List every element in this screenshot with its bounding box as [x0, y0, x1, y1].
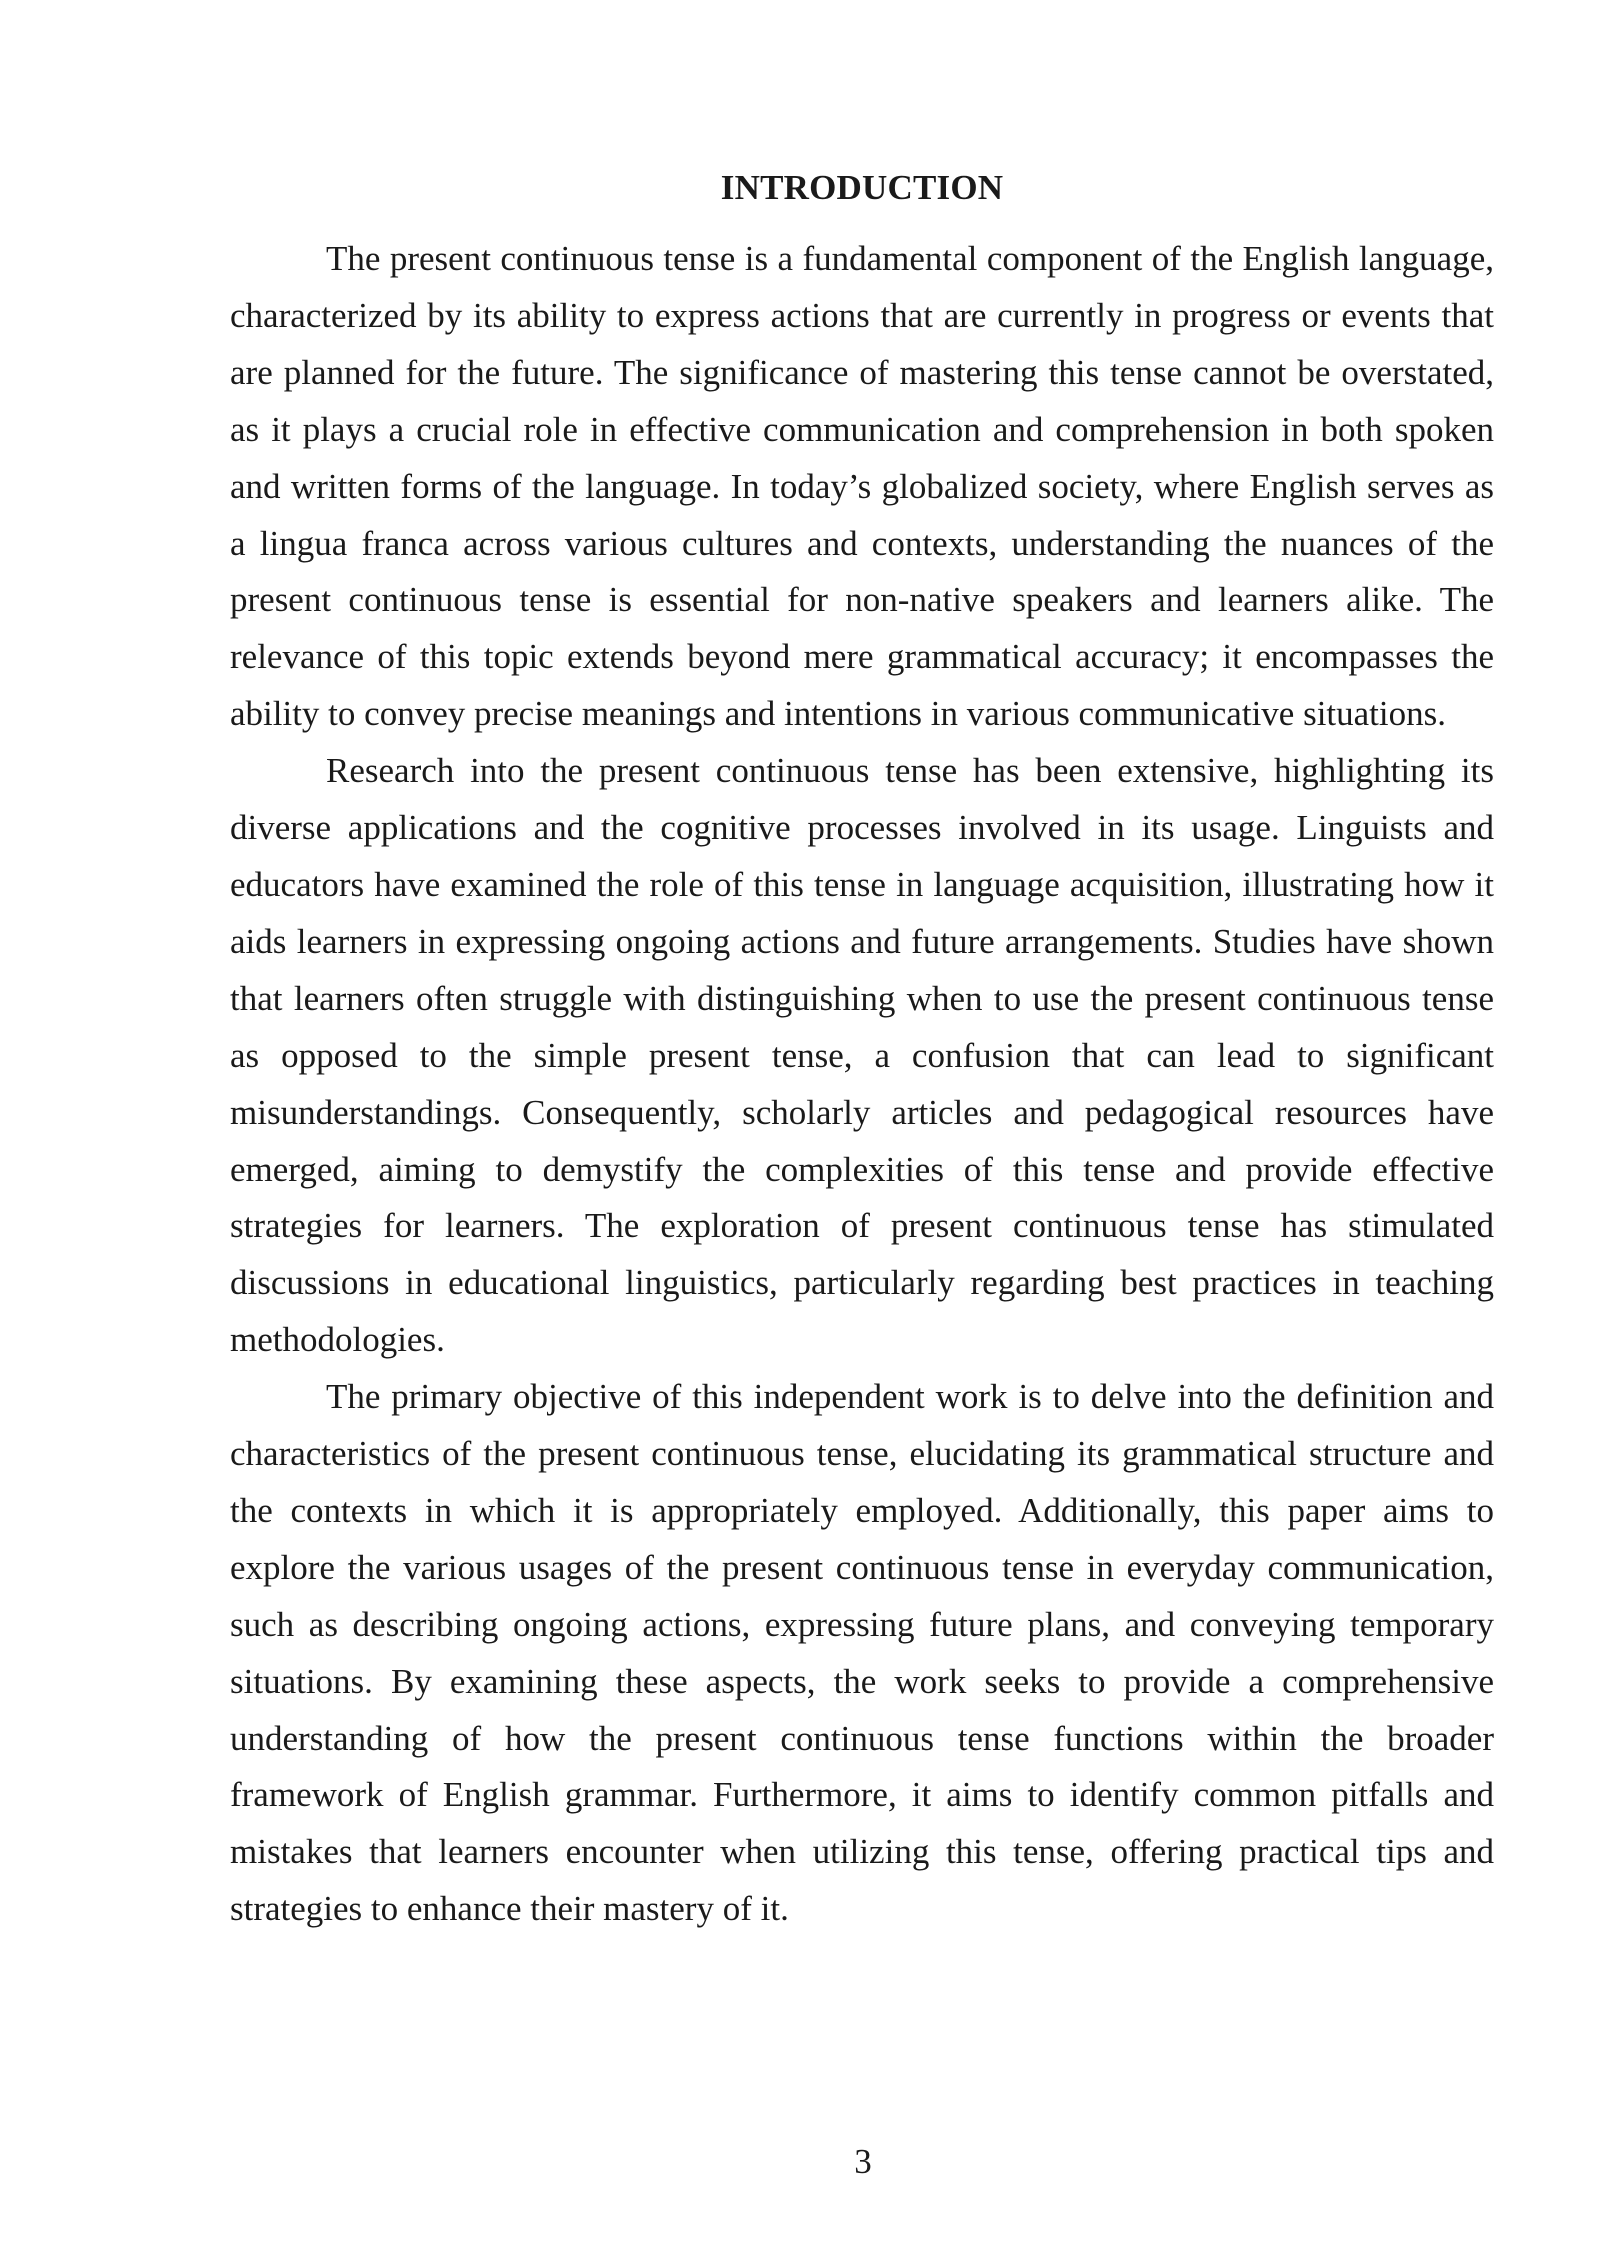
paragraph-2: Research into the present continuous tense has been extensive, highlighting its diverse applications and the cognitive processes involved in its usage. Linguists and educators have examined the role of this tense in language acquisition, illustrating how it aids learners in expressing ongoing actions and future arrangements. Studies have shown that learners often struggle with distinguishing when to use the present continuous tense as opposed to the simple present tense, a confusion that can lead to significant misunderstandings. Consequently, scholarly articles and pedagogical resources have emerged, aiming to demystify the complexities of this tense and provide effective strategies for learners. The exploration of present continuous tense has stimulated discussions in educational linguistics, particularly regarding best practices in teaching methodologies.	[230, 751, 1494, 1360]
page-number: 3	[854, 2142, 872, 2181]
paragraph-1: The present continuous tense is a fundamental component of the English language, characterized by its ability to express actions that are currently in progress or events that are planned for the future. The significance of mastering this tense cannot be overstated, as it plays a crucial role in effective communication and comprehension in both spoken and written forms of the language. In today’s globalized society, where English serves as a lingua franca across various cultures and contexts, understanding the nuances of the present continuous tense is essential for non-native speakers and learners alike. The relevance of this topic extends beyond mere grammatical accuracy; it encompasses the ability to convey precise meanings and intentions in various communicative situations.	[230, 239, 1494, 734]
section-heading: INTRODUCTION	[720, 168, 1004, 207]
page-body	[230, 160, 1494, 1938]
paragraph-3: The primary objective of this independent work is to delve into the definition and characteristics of the present continuous tense, elucidating its grammatical structure and the contexts in which it is appropriately employed. Additionally, this paper aims to explore the various usages of the present continuous tense in everyday communication, such as describing ongoing actions, expressing future plans, and conveying temporary situations. By examining these aspects, the work seeks to provide a comprehensive understanding of how the present continuous tense functions within the broader framework of English grammar. Furthermore, it aims to identify common pitfalls and mistakes that learners encounter when utilizing this tense, offering practical tips and strategies to enhance their mastery of it.	[230, 1377, 1494, 1929]
